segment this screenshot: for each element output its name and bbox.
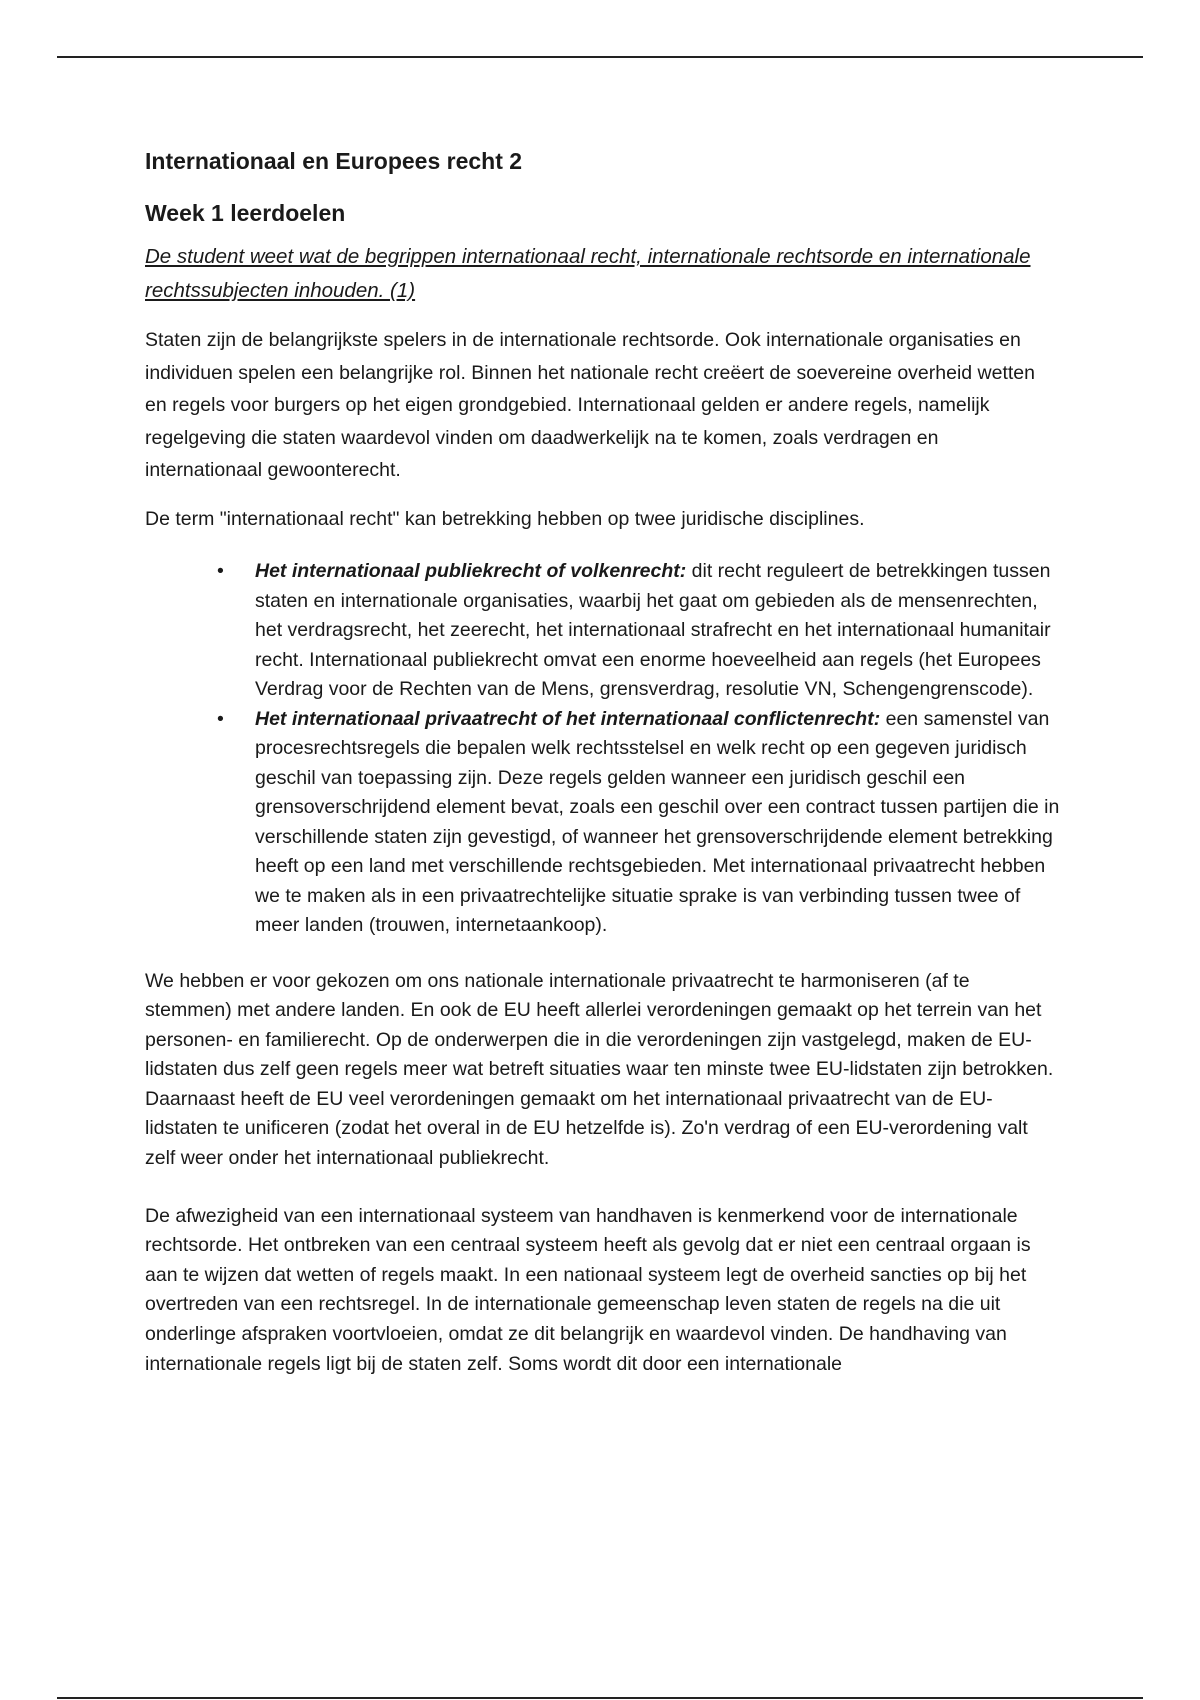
bullet-icon: • bbox=[217, 560, 224, 582]
footer-rule bbox=[57, 1697, 1143, 1699]
bullet-icon: • bbox=[217, 707, 224, 730]
harmonization-paragraph: We hebben er voor gekozen om ons nationale internationale privaatrecht te harmoniseren (af te stemmen) met andere landen. En ook de EU heeft allerlei verordeningen gemaakt op het terrein van het personen- en familierecht. Op de onderwerpen die in die verordeningen zijn vastgelegd, maken de EU-lidstaten dus zelf geen regels meer wat betreft situaties waar ten minste twee EU-lidstaten zijn betrokken. Daarnaast heeft de EU veel verordeningen gemaakt om het internationaal privaatrecht van de EU-lidstaten te unificeren (zodat het overal in de EU hetzelfde is). Zo'n verdrag of een EU-verordening valt zelf weer onder het internationaal publiekrecht. bbox=[145, 969, 1054, 1170]
term-paragraph: De term "internationaal recht" kan betrekking hebben op twee juridische disciplines. bbox=[145, 507, 865, 530]
list-item bbox=[217, 705, 1060, 941]
page-content bbox=[145, 146, 1060, 1407]
discipline-description: een samenstel van procesrechtsregels die bepalen welk rechtsstelsel en welk recht op een gegeven juridisch geschil van toepassing zijn. Deze regels gelden wanneer een juridisch geschil een grensoverschrijdend element bevat, zoals een geschil over een contract tussen partijen die in verschillende staten zijn gevestigd, of wanneer het grensoverschrijdende element betrekking heeft op een land met verschillende rechtsgebieden. Met internationaal privaatrecht hebben we te maken als in een privaatrechtelijke situatie sprake is van verbinding tussen twee of meer landen (trouwen, internetaankoop). bbox=[255, 707, 1060, 936]
intro-paragraph: Staten zijn de belangrijkste spelers in de internationale rechtsorde. Ook internationale organisaties en individuen spelen een belangrijke rol. Binnen het nationale recht creëert de soevereine overheid wetten en regels voor burgers op het eigen grondgebied. Internationaal gelden er andere regels, namelijk regelgeving die staten waardevol vinden om daadwerkelijk na te komen, zoals verdragen en internationaal gewoonterecht. bbox=[145, 329, 1036, 481]
week-heading: Week 1 leerdoelen bbox=[145, 200, 346, 226]
enforcement-paragraph: De afwezigheid van een internationaal systeem van handhaven is kenmerkend voor de internationale rechtsorde. Het ontbreken van een centraal systeem heeft als gevolg dat er niet een centraal orgaan is aan te wijzen dat wetten of regels maakt. In een nationaal systeem legt de overheid sancties op bij het overtreden van een rechtsregel. In de internationale gemeenschap leven staten de regels na die uit onderlinge afspraken voortvloeien, omdat ze dit belangrijk en waardevol vinden. De handhaving van internationale regels ligt bij de staten zelf. Soms wordt dit door een internationale bbox=[145, 1204, 1031, 1375]
discipline-description: dit recht reguleert de betrekkingen tussen staten en internationale organisaties, waarbij het gaat om gebieden als de mensenrechten, het verdragsrecht, het zeerecht, het internationaal strafrecht en het internationaal humanitair recht. Internationaal publiekrecht omvat een enorme hoeveelheid aan regels (het Europees Verdrag voor de Rechten van de Mens, grensverdrag, resolutie VN, Schengengrenscode). bbox=[255, 560, 1051, 700]
learning-objective: De student weet wat de begrippen internationaal recht, internationale rechtsorde en internationale rechtssubjecten inhouden. (1) bbox=[145, 245, 1031, 302]
document-title: Internationaal en Europees recht 2 bbox=[145, 148, 523, 174]
disciplines-list bbox=[145, 557, 1060, 941]
discipline-term: Het internationaal privaatrecht of het internationaal conflictenrecht: bbox=[255, 707, 881, 730]
list-item bbox=[217, 557, 1060, 705]
discipline-term: Het internationaal publiekrecht of volkenrecht: bbox=[255, 560, 687, 582]
header-rule bbox=[57, 56, 1143, 58]
